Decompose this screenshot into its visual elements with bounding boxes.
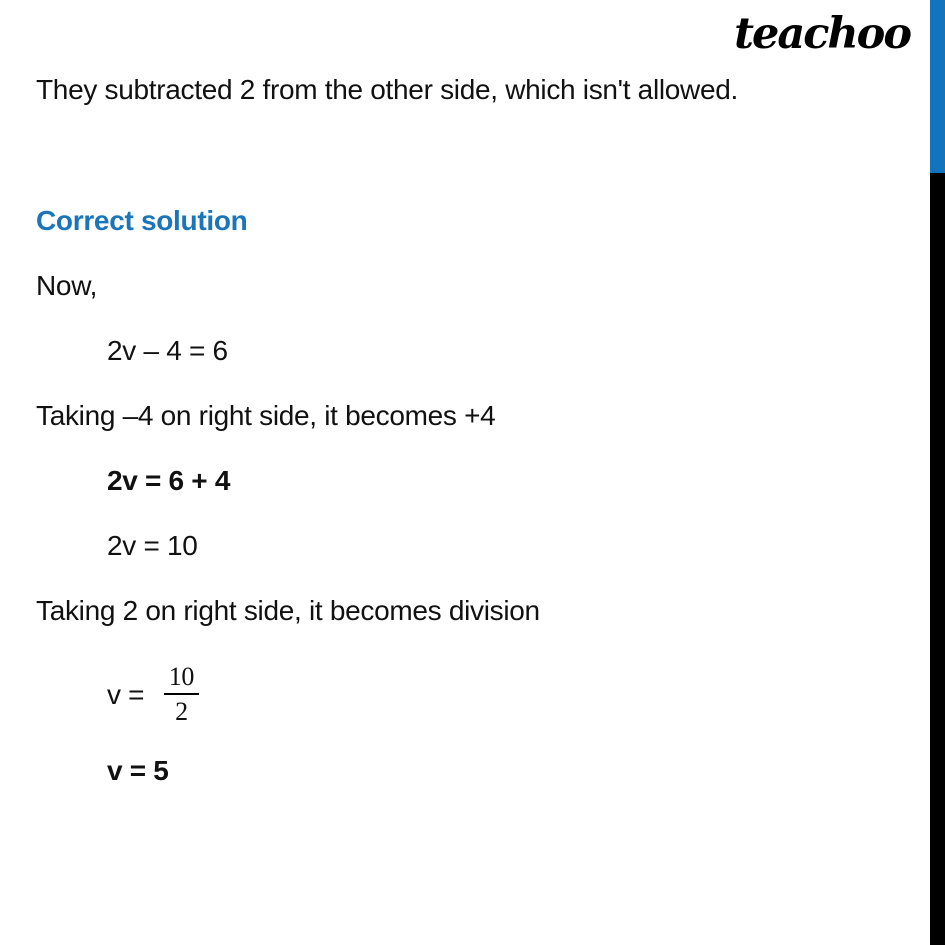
fraction-lhs: v = [107,678,152,710]
right-edge-blue-bar [930,0,945,173]
fraction [164,662,199,727]
now-label: Now, [36,270,98,301]
correct-solution-heading: Correct solution [36,205,248,236]
equation-2v-6-plus-4: 2v = 6 + 4 [107,465,231,496]
teachoo-logo: teachoo [734,9,910,59]
result-v-equals-5: v = 5 [107,755,169,786]
step-taking-2: Taking 2 on right side, it becomes division [36,595,540,626]
fraction-numerator: 10 [164,662,199,695]
equation-v-fraction [107,662,199,727]
intro-line: They subtracted 2 from the other side, which isn't allowed. [36,74,739,105]
equation-2v-10: 2v = 10 [107,530,198,561]
equation-2v-minus-4: 2v – 4 = 6 [107,335,228,366]
right-edge-black-bar [930,173,945,945]
fraction-denominator: 2 [175,697,188,726]
step-taking-minus-4: Taking –4 on right side, it becomes +4 [36,400,496,431]
